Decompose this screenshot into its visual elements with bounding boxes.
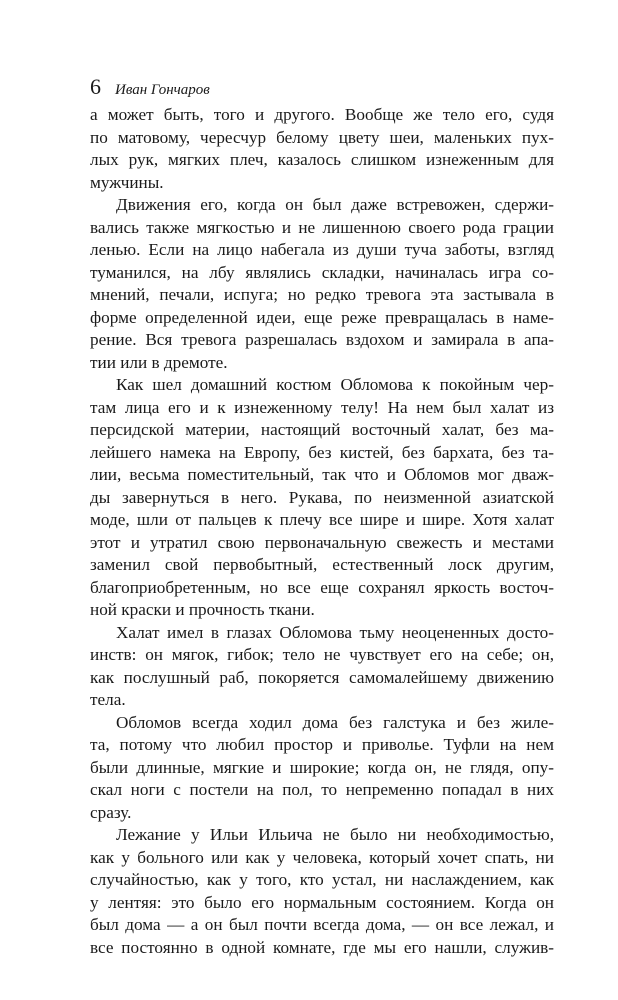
text-line: у лентяя: это было его нормальным состоянием. Когда он [90, 892, 554, 912]
text-line: мнений, печали, испуга; но редко тревога эта застывала в [90, 285, 554, 304]
text-line: там лица его и к изнеженному телу! На нем был халат из [90, 397, 554, 417]
text-line: как послушный раб, покоряется самомалейшему движению [90, 667, 554, 687]
text-line: Обломов всегда ходил дома без галстука и без жиле- [116, 712, 554, 732]
text-line: мужчины. [90, 172, 164, 192]
text-line: Движения его, когда он был даже встревожен, сдержи- [116, 195, 554, 214]
text-line: ленью. Если на лицо набегала из души туча заботы, взгляд [90, 240, 554, 259]
text-line: а может быть, того и другого. Вообще же тело его, судя [90, 105, 554, 124]
book-page [90, 76, 554, 959]
text-line: благоприобретенным, но все еще сохранял яркость восточ- [90, 577, 554, 597]
text-line: инств: он мягок, гибок; тело не чувствует его на себе; он, [90, 645, 554, 664]
text-line: по матовому, чересчур белому цвету шеи, маленьких пух- [90, 127, 554, 147]
text-line: рение. Вся тревога разрешалась вздохом и замирала в апа- [90, 330, 554, 349]
paragraph [90, 104, 554, 194]
text-line: Как шел домашний костюм Обломова к покойным чер- [116, 375, 554, 394]
text-line: тела. [90, 690, 126, 709]
text-line: скал ноги с постели на пол, то непременно попадал в них [90, 780, 554, 799]
text-line: заменил свой первобытный, естественный лоск другим, [90, 555, 554, 574]
text-line: как у больного или как у человека, который хочет спать, ни [90, 847, 554, 867]
text-line: ной краски и прочность ткани. [90, 600, 315, 619]
paragraph [90, 824, 554, 959]
text-line: туманился, на лбу являлись складки, начиналась игра со- [90, 262, 554, 282]
paragraph [90, 194, 554, 374]
body-text [90, 104, 554, 959]
text-line: тии или в дремоте. [90, 352, 228, 372]
text-line: лии, весьма поместительный, так что и Обломов мог дваж- [90, 465, 554, 484]
text-line: были длинные, мягкие и широкие; когда он, не глядя, опу- [90, 757, 554, 777]
text-line: все постоянно в одной комнате, где мы его нашли, служив- [90, 937, 554, 957]
text-line: лейшего намека на Европу, без кистей, без бархата, без та- [90, 442, 554, 462]
author-name: Иван Гончаров [115, 82, 210, 98]
text-line: персидской материи, настоящий восточный халат, без ма- [90, 420, 554, 439]
text-line: Халат имел в глазах Обломова тьму неоцененных досто- [116, 622, 554, 642]
text-line: был дома — а он был почти всегда дома, — он все лежал, и [90, 915, 554, 934]
text-line: случайностью, как у того, кто устал, ни наслаждением, как [90, 870, 554, 889]
text-line: та, потому что любил простор и приволье. Туфли на нем [90, 735, 554, 754]
running-head [90, 76, 554, 102]
paragraph [90, 712, 554, 825]
page-number: 6 [90, 74, 101, 99]
text-line: вались также мягкостью и не лишенною своего рода грации [90, 217, 554, 237]
text-line: форме определенной идеи, еще реже превращалась в наме- [90, 307, 554, 327]
paragraph [90, 622, 554, 712]
text-line: лых рук, мягких плеч, казалось слишком изнеженным для [90, 150, 554, 169]
paragraph [90, 374, 554, 622]
text-line: сразу. [90, 802, 132, 822]
text-line: ды завернуться в него. Рукава, по неизменной азиатской [90, 487, 554, 507]
text-line: этот и утратил свою первоначальную свежесть и местами [90, 532, 554, 552]
text-line: Лежание у Ильи Ильича не было ни необходимостью, [116, 825, 554, 844]
text-line: моде, шли от пальцев к плечу все шире и шире. Хотя халат [90, 510, 554, 529]
